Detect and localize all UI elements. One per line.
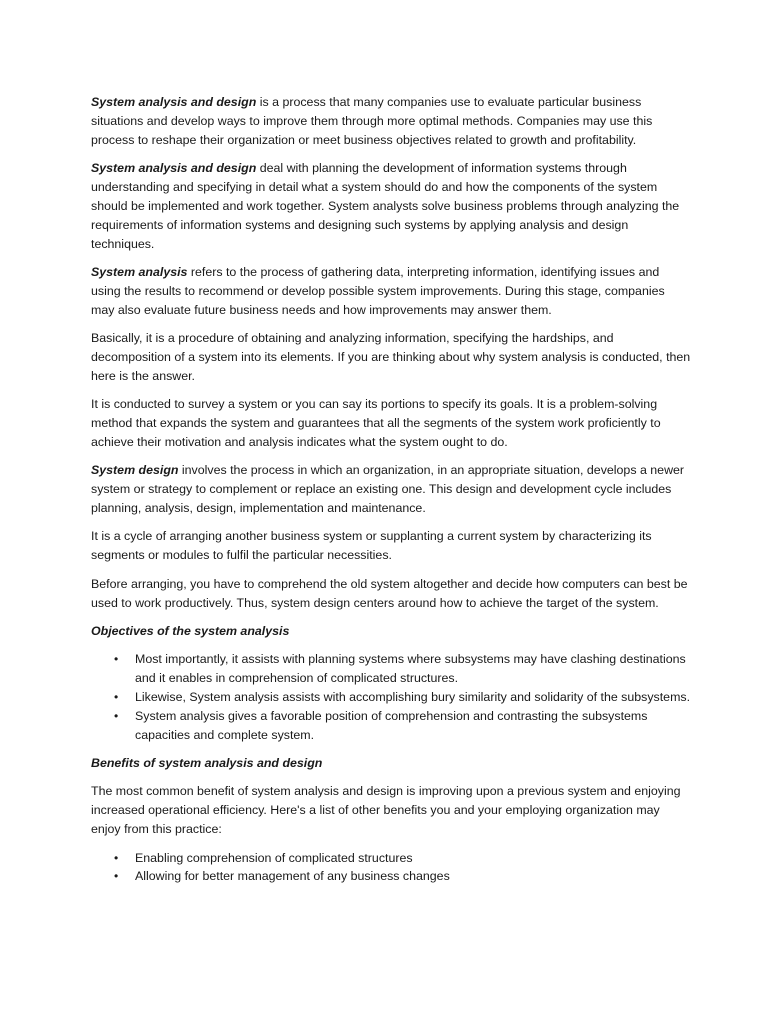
bullet-icon: •	[114, 869, 119, 884]
paragraph-text: is a process that many companies use to evaluate particular business situations and develop ways to improve them through more optimal methods. Companies may use this process to reshape their organization or meet business objectives related to growth and profitability.	[91, 95, 653, 147]
paragraph-text: Before arranging, you have to comprehend the old system altogether and decide how computers can best be used to work productively. Thus, system design centers around how to achieve the target of the system.	[91, 576, 688, 610]
bullet-icon: •	[114, 708, 119, 723]
paragraph-text: It is conducted to survey a system or you can say its portions to specify its goals. It is a problem-solving method that expands the system and guarantees that all the segments of the system work proficiently to achieve their motivation and analysis indicates what the system ought to do.	[91, 397, 661, 450]
paragraph	[91, 395, 691, 452]
paragraph	[91, 575, 691, 613]
paragraph-text: deal with planning the development of information systems through understanding and specifying in detail what a system should do and how the components of the system should be implemented and work together. System analysts solve business problems through analyzing the requirements of information systems and designing such systems by applying analysis and design techniques.	[91, 161, 680, 251]
paragraph-text: It is a cycle of arranging another business system or supplanting a current system by characterizing its segments or modules to fulfil the particular necessities.	[91, 529, 652, 563]
paragraph-lead: System analysis and design	[91, 161, 257, 176]
list-item-text: System analysis gives a favorable position of comprehension and contrasting the subsystems capacities and complete system.	[135, 708, 648, 742]
paragraph-text: involves the process in which an organization, in an appropriate situation, develops a newer system or strategy to complement or replace an existing one. This design and development cycle includes planning, analysis, design, implementation and maintenance.	[91, 463, 685, 516]
bullet-icon: •	[114, 850, 119, 865]
list-item	[91, 867, 691, 886]
paragraph	[91, 159, 691, 254]
paragraph-lead: System design	[91, 463, 179, 478]
list-item-text: Enabling comprehension of complicated structures	[135, 850, 413, 865]
paragraph	[91, 263, 691, 320]
list-item-text: Most importantly, it assists with planning systems where subsystems may have clashing destinations and it enables in comprehension of complicated structures.	[135, 652, 686, 686]
list-item	[91, 707, 691, 745]
bullet-icon: •	[114, 689, 119, 704]
paragraph	[91, 527, 691, 565]
objectives-heading: Objectives of the system analysis	[91, 623, 290, 638]
paragraph	[91, 93, 691, 150]
list-item-text: Likewise, System analysis assists with accomplishing bury similarity and solidarity of the subsystems.	[135, 689, 691, 704]
paragraph-lead: System analysis and design	[91, 95, 257, 109]
paragraph-lead: System analysis	[91, 265, 188, 280]
paragraph-text: Basically, it is a procedure of obtaining and analyzing information, specifying the hardships, and decomposition of a system into its elements. If you are thinking about why system analysis is conducted, then here is the answer.	[91, 331, 691, 383]
list-item-text: Allowing for better management of any business changes	[135, 869, 450, 884]
paragraph	[91, 461, 691, 518]
paragraph-text: refers to the process of gathering data, interpreting information, identifying issues and using the results to recommend or develop possible system improvements. During this stage, companies may also evaluate future business needs and how improvements may answer them.	[91, 265, 665, 317]
list-item	[91, 849, 691, 868]
benefits-list	[91, 849, 691, 887]
document-page	[91, 93, 691, 896]
list-item	[91, 688, 691, 707]
benefits-intro: The most common benefit of system analysis and design is improving upon a previous system and enjoying increased operational efficiency. Here's a list of other benefits you and your employing organization may enjoy from this practice:	[91, 784, 681, 837]
bullet-icon: •	[114, 652, 119, 667]
list-item	[91, 650, 691, 688]
benefits-heading: Benefits of system analysis and design	[91, 756, 323, 771]
objectives-list	[91, 650, 691, 745]
paragraph	[91, 329, 691, 386]
